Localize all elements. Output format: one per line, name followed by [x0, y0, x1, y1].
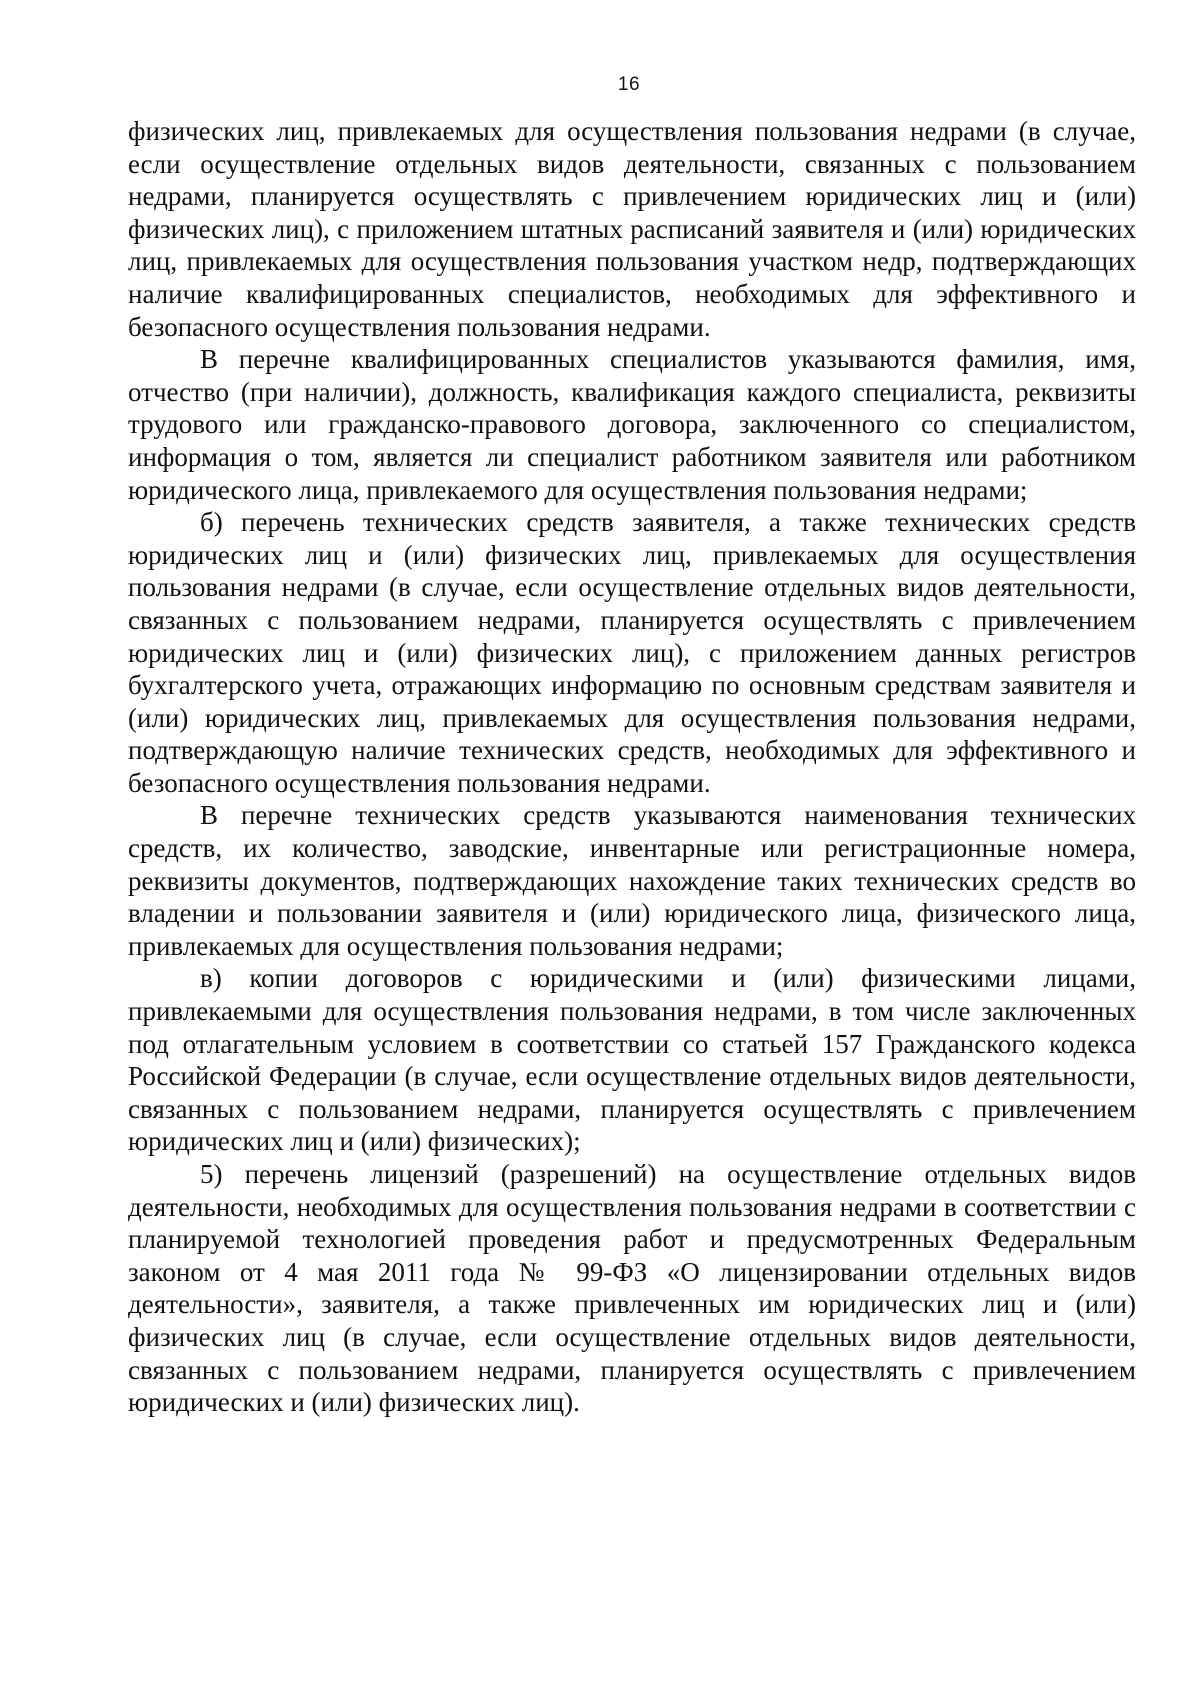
paragraph-item-v: в) копии договоров с юридическими и (или) физическими лицами, привлекаемыми для осуществления пользования недрами, в том числе заключенных под отлагательным условием в соответствии со статьей 157 Гражданского кодекса Российской Федерации (в случае, если осуществление отдельных видов деятельности, связанных с пользованием недрами, планируется осуществлять с привлечением юридических лиц и (или) физических);: [128, 963, 1136, 1157]
paragraph-specialists-list: В перечне квалифицированных специалистов указываются фамилия, имя, отчество (при наличии), должность, квалификация каждого специалиста, реквизиты трудового или гражданско-правового договора, заключенного со специалистом, информация о том, является ли специалист работником заявителя или работником юридического лица, привлекаемого для осуществления пользования недрами;: [128, 344, 1136, 505]
page-number: 16: [617, 74, 641, 95]
paragraph-continuation: физических лиц, привлекаемых для осуществления пользования недрами (в случае, если осуществление отдельных видов деятельности, связанных с пользованием недрами, планируется осуществлять с привлечением юридических лиц и (или) физических лиц), с приложением штатных расписаний заявителя и (или) юридических лиц, привлекаемых для осуществления пользования участком недр, подтверждающих наличие квалифицированных специалистов, необходимых для эффективного и безопасного осуществления пользования недрами.: [128, 116, 1136, 342]
document-body: [128, 115, 1136, 1419]
paragraph-item-5: 5) перечень лицензий (разрешений) на осуществление отдельных видов деятельности, необходимых для осуществления пользования недрами в соответствии с планируемой технологией проведения работ и предусмотренных Федеральным законом от 4 мая 2011 года № 99-ФЗ «О лицензировании отдельных видов деятельности», заявителя, а также привлеченных им юридических лиц и (или) физических лиц (в случае, если осуществление отдельных видов деятельности, связанных с пользованием недрами, планируется осуществлять с привлечением юридических и (или) физических лиц).: [128, 1159, 1136, 1418]
paragraph-item-b: б) перечень технических средств заявителя, а также технических средств юридических лиц и (или) физических лиц, привлекаемых для осуществления пользования недрами (в случае, если осуществление отдельных видов деятельности, связанных с пользованием недрами, планируется осуществлять с привлечением юридических лиц и (или) физических лиц), с приложением данных регистров бухгалтерского учета, отражающих информацию по основным средствам заявителя и (или) юридических лиц, привлекаемых для осуществления пользования недрами, подтверждающую наличие технических средств, необходимых для эффективного и безопасного осуществления пользования недрами.: [128, 507, 1136, 798]
paragraph-technical-means-list: В перечне технических средств указываются наименования технических средств, их количество, заводские, инвентарные или регистрационные номера, реквизиты документов, подтверждающих нахождение таких технических средств во владении и пользовании заявителя и (или) юридического лица, физического лица, привлекаемых для осуществления пользования недрами;: [128, 800, 1136, 961]
